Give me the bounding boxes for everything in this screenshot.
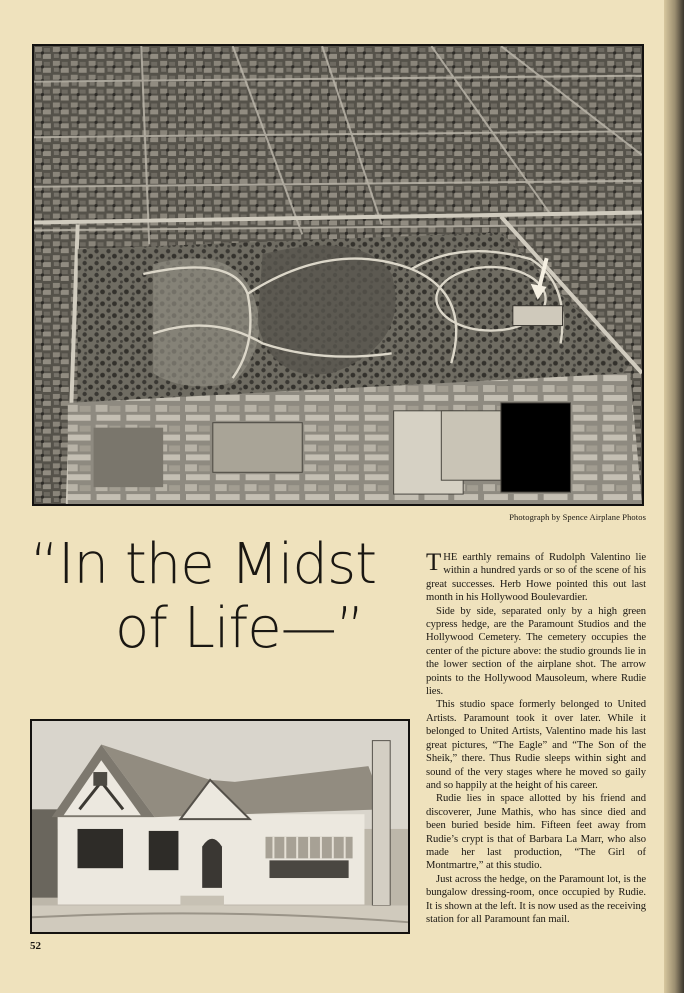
headline xyxy=(30,533,415,661)
drop-cap: T xyxy=(426,549,442,576)
article-body xyxy=(426,551,646,926)
article-paragraph: Rudie lies in space allotted by his friend and discoverer, June Mathis, who has since died and been buried beside him. Fifteen feet away from Rudie’s crypt is that of Barbara La Marr, who also made her last production, “The Girl of Montmartre,” at this studio. xyxy=(426,793,646,872)
aerial-photograph xyxy=(32,44,644,506)
article-paragraph: Side by side, separated only by a high green cypress hedge, are the Paramount Studios and the Hollywood Cemetery. The cemetery occupies the center of the picture above: the studio grounds lie in the lower section of the airplane shot. The arrow points to the Hollywood Mausoleum, where Rudie lies. xyxy=(426,605,646,698)
headline-line-1: “In the Midst xyxy=(30,532,377,597)
article-paragraph xyxy=(426,551,646,605)
article-paragraph: This studio space formerly belonged to United Artists. Paramount took it over later. While it belonged to United Artists, Valentino made his last great pictures, “The Eagle” and “The Son of the Sheik,” there. Thus Rudie sleeps within sight and sound of the very stages where he moved so gaily and so happily at the height of his career. xyxy=(426,699,646,791)
headline-line-2: of Life—” xyxy=(115,596,364,661)
page-number: 52 xyxy=(30,940,41,952)
page-edge-shadow xyxy=(664,0,684,993)
article-paragraph: Just across the hedge, on the Paramount lot, is the bungalow dressing-room, once occupied by Rudie. It is shown at the left. It is now used as the receiving station for all Paramount fan mail. xyxy=(426,873,646,925)
bungalow-photograph xyxy=(30,719,410,934)
photo-credit: Photograph by Spence Airplane Photos xyxy=(509,512,646,522)
article-paragraph-text: HE earthly remains of Rudolph Valentino lie within a hundred yards or so of the scene of his great successes. Herb Howe pointed this out last month in his Hollywood Boulevardier. xyxy=(426,552,646,604)
